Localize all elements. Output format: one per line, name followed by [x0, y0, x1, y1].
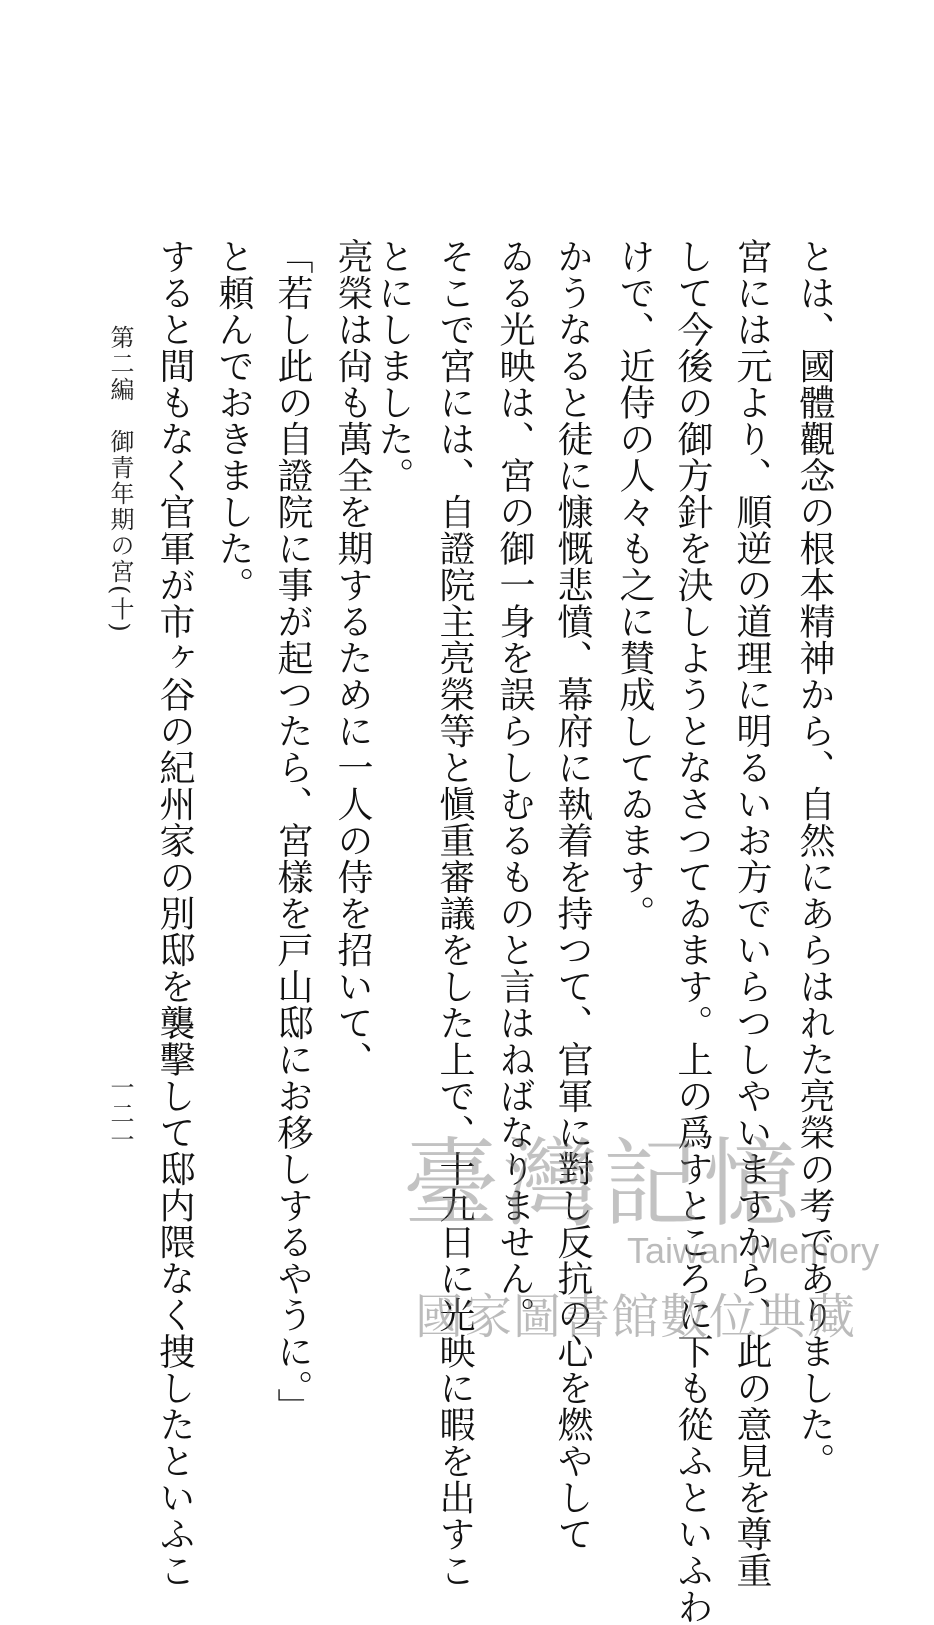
text-column-4: けで、近侍の人々も之に賛成してゐます。: [614, 238, 655, 932]
text-column-8: とにしました。: [373, 238, 414, 494]
text-column-7: そこで宮には、自證院主亮榮等と愼重審議をした上で、十九日に光映に暇を出すこ: [434, 238, 475, 1589]
page-number: 一二一: [106, 1075, 134, 1153]
text-column-2: 宮には元より、順逆の道理に明るいお方でいらつしやいますから、此の意見を尊重: [731, 238, 772, 1589]
text-column-11: と頼んでおきました。: [213, 238, 254, 603]
text-column-6: ゐる光映は、宮の御一身を誤らしむるものと言はねばなりません。: [494, 238, 535, 1333]
text-column-5: かうなると徒に慷慨悲憤、幕府に執着を持つて、官軍に對し反抗の心を燃やして: [552, 238, 593, 1552]
text-column-3: して今後の御方針を決しようとなさつてゐます。上の爲すところに下も從ふといふわ: [672, 238, 713, 1625]
text-column-1: とは、國體觀念の根本精神から、自然にあらはれた亮榮の考でありました。: [794, 238, 835, 1479]
text-column-10: 「若し此の自證院に事が起つたら、宮樣を戸山邸にお移しするやうに。」: [272, 238, 313, 1425]
watermark-chinese: 國家圖書館數位典藏: [415, 1289, 857, 1345]
text-column-9: 亮榮は尙も萬全を期するために一人の侍を招いて、: [332, 238, 373, 1078]
watermark-logo: 臺灣記憶: [403, 1128, 803, 1240]
watermark-english: Taiwan Memory: [627, 1230, 880, 1271]
text-column-12: すると間もなく官軍が市ヶ谷の紀州家の別邸を襲擊して邸内隈なく捜したといふこ: [154, 238, 195, 1589]
running-head: 第二編 御青年期の宮(十): [106, 325, 134, 634]
